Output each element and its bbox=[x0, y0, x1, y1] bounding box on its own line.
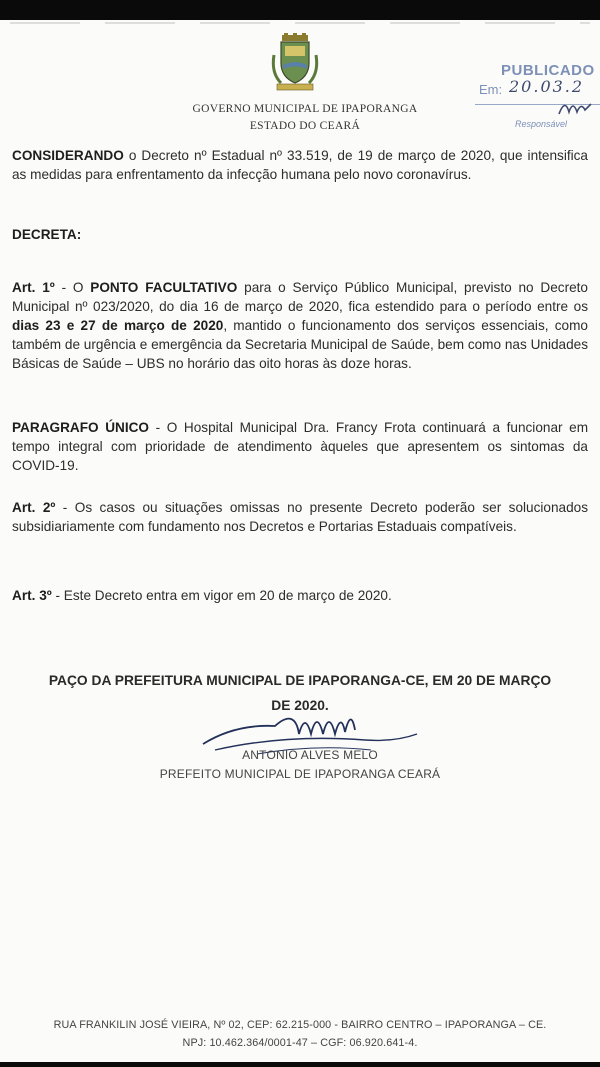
state-name: ESTADO DO CEARÁ bbox=[249, 120, 361, 132]
art3-label: Art. 3º bbox=[12, 588, 52, 603]
signer-role: PREFEITO MUNICIPAL DE IPAPORANGA CEARÁ bbox=[159, 767, 441, 781]
footer-address: RUA FRANKILIN JOSÉ VIEIRA, Nº 02, CEP: 62.215-000 - BAIRRO CENTRO – IPAPORANGA – CE. bbox=[53, 1019, 547, 1031]
closing-line-2: DE 2020. bbox=[271, 698, 329, 713]
article-2 bbox=[12, 498, 588, 536]
decreta-heading bbox=[12, 225, 588, 244]
art2-text: - Os casos ou situações omissas no presente Decreto poderão ser solucionados subsidiariamente com fundamento nos Decretos e Portarias Estaduais compatíveis. bbox=[12, 500, 588, 534]
art2-label: Art. 2º bbox=[12, 500, 56, 515]
published-stamp bbox=[475, 60, 600, 135]
stamp-em-label: Em: bbox=[479, 82, 503, 97]
paragrafo-label: PARAGRAFO ÚNICO bbox=[12, 420, 149, 435]
art1-mid: para o Serviço Público Municipal, previsto no Decreto Municipal nº 023/2020, do dia 16 de março de 2020, fica estendido para o período entre os bbox=[12, 280, 588, 314]
paragrafo-text: - O Hospital Municipal Dra. Francy Frota continuará a funcionar em tempo integral com prioridade de atendimento àqueles que apresentem os sintomas da COVID-19. bbox=[12, 420, 589, 473]
signer-name: ANTONIO ALVES MELO bbox=[242, 748, 378, 762]
considerando-label: CONSIDERANDO bbox=[12, 148, 124, 163]
article-3 bbox=[12, 586, 588, 605]
footer bbox=[10, 1016, 590, 1052]
top-bar bbox=[0, 0, 600, 20]
considerando-text: o Decreto nº Estadual nº 33.519, de 19 de março de 2020, que intensifica as medidas para enfrentamento da infecção humana pelo novo coronavírus. bbox=[12, 148, 588, 182]
municipal-crest-icon bbox=[271, 33, 319, 93]
closing-line-1: PAÇO DA PREFEITURA MUNICIPAL DE IPAPORANGA-CE, EM 20 DE MARÇO bbox=[48, 673, 552, 688]
footer-ids: NPJ: 10.462.364/0001-47 – CGF: 06.920.641-4. bbox=[182, 1037, 418, 1049]
art1-post: , mantido o funcionamento dos serviços essenciais, como também de urgência e emergência da Secretaria Municipal de Saúde, bem como nas Unidades Básicas de Saúde – UBS no horário das oito horas às doze horas. bbox=[12, 318, 588, 371]
government-title: GOVERNO MUNICIPAL DE IPAPORANGA bbox=[192, 103, 418, 115]
art3-text: - Este Decreto entra em vigor em 20 de março de 2020. bbox=[55, 588, 392, 603]
art1-bold-ponto: PONTO FACULTATIVO bbox=[90, 280, 238, 295]
considerando-paragraph bbox=[12, 146, 588, 184]
article-1 bbox=[12, 278, 588, 373]
art1-bold-dates: dias 23 e 27 de março de 2020 bbox=[12, 318, 224, 333]
art1-pre: - O bbox=[61, 280, 84, 295]
decreta-label: DECRETA: bbox=[12, 227, 82, 242]
scan-artifact bbox=[10, 22, 590, 24]
stamp-title: PUBLICADO bbox=[501, 62, 595, 79]
paragrafo-unico bbox=[12, 418, 588, 475]
government-header bbox=[150, 101, 460, 135]
bottom-bar bbox=[0, 1062, 600, 1067]
stamp-initials-signature bbox=[555, 94, 600, 122]
stamp-date: 20.03.2 bbox=[509, 77, 585, 96]
stamp-responsible-label: Responsável bbox=[515, 119, 568, 129]
art1-label: Art. 1º bbox=[12, 280, 55, 295]
